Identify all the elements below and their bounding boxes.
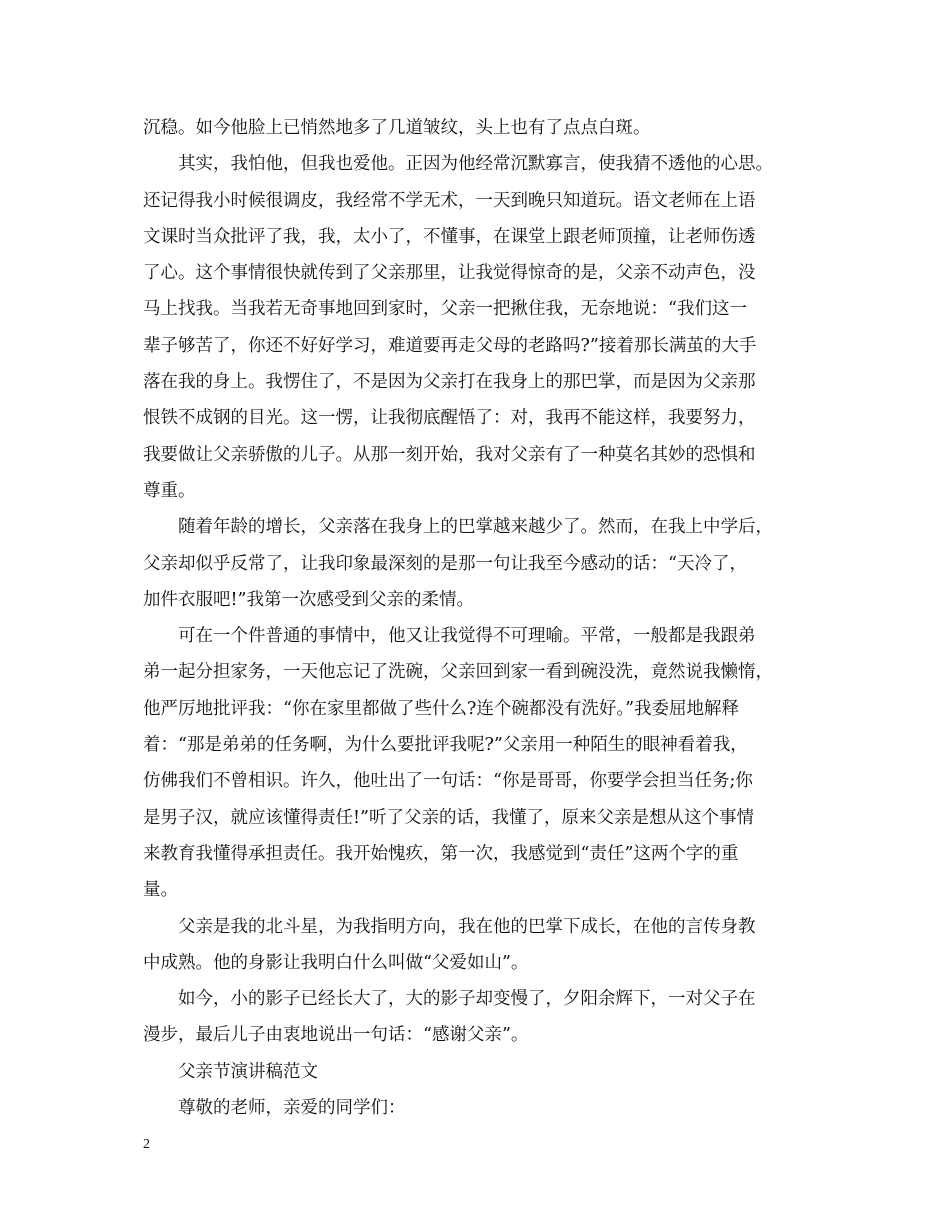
text-line: 他严厉地批评我：“你在家里都做了些什么?连个碗都没有洗好。”我委屈地解释: [143, 698, 740, 719]
text-line: 尊敬的老师，亲爱的同学们：: [178, 1098, 406, 1119]
text-line: 着：“那是弟弟的任务啊，为什么要批评我呢?”父亲用一种陌生的眼神看着我，: [143, 735, 748, 756]
text-line: 文课时当众批评了我，我，太小了，不懂事，在课堂上跟老师顶撞，让老师伤透: [143, 226, 756, 247]
text-line: 随着年龄的增长，父亲落在我身上的巴掌越来越少了。然而，在我上中学后，: [178, 517, 773, 538]
text-line: 马上找我。当我若无奇事地回到家时，父亲一把揪住我，无奈地说：“我们这一: [143, 299, 747, 320]
text-line: 弟一起分担家务，一天他忘记了洗碗，父亲回到家一看到碗没洗，竟然说我懒惰，: [143, 662, 773, 683]
text-line: 辈子够苦了，你还不好好学习，难道要再走父母的老路吗?”接着那长满茧的大手: [143, 335, 757, 356]
document-body: [143, 110, 813, 1126]
text-line: 沉稳。如今他脸上已悄然地多了几道皱纹，头上也有了点点白斑。: [143, 118, 651, 138]
text-line: 加件衣服吧!”我第一次感受到父亲的柔情。: [143, 589, 474, 610]
text-line: 父亲节演讲稿范文: [178, 1061, 318, 1082]
text-line: 我要做让父亲骄傲的儿子。从那一刻开始，我对父亲有了一种莫名其妙的恐惧和: [143, 444, 756, 465]
text-line: 如今，小的影子已经长大了，大的影子却变慢了，夕阳余辉下，一对父子在: [178, 989, 756, 1010]
page-number: 2: [143, 1137, 150, 1152]
text-line: 其实，我怕他，但我也爱他。正因为他经常沉默寡言，使我猜不透他的心思。: [178, 154, 773, 175]
text-line: 尊重。: [143, 480, 196, 501]
text-line: 父亲是我的北斗星，为我指明方向，我在他的巴掌下成长，在他的言传身教: [178, 916, 756, 937]
text-line: 来教育我懂得承担责任。我开始愧疚，第一次，我感觉到“责任”这两个字的重: [143, 843, 739, 864]
text-line: 是男子汉，就应该懂得责任!”听了父亲的话，我懂了，原来父亲是想从这个事情: [143, 807, 754, 828]
text-line: 量。: [143, 880, 178, 901]
text-line: 仿佛我们不曾相识。许久，他吐出了一句话：“你是哥哥，你要学会担当任务;你: [143, 771, 753, 792]
text-line: 了心。这个事情很快就传到了父亲那里，让我觉得惊奇的是，父亲不动声色，没: [143, 263, 756, 284]
text-line: 中成熟。他的身影让我明白什么叫做“父爱如山”。: [143, 952, 529, 973]
text-line: 父亲却似乎反常了，让我印象最深刻的是那一句让我至今感动的话：“天冷了，: [143, 553, 747, 574]
text-line: 恨铁不成钢的目光。这一愣，让我彻底醒悟了：对，我再不能这样，我要努力，: [143, 408, 756, 429]
text-line: 可在一个件普通的事情中，他又让我觉得不可理喻。平常，一般都是我跟弟: [178, 626, 756, 647]
text-line: 还记得我小时候很调皮，我经常不学无术，一天到晚只知道玩。语文老师在上语: [143, 190, 756, 211]
text-line: 漫步，最后儿子由衷地说出一句话：“感谢父亲”。: [143, 1025, 529, 1046]
text-line: 落在我的身上。我愣住了，不是因为父亲打在我身上的那巴掌，而是因为父亲那: [143, 372, 756, 393]
